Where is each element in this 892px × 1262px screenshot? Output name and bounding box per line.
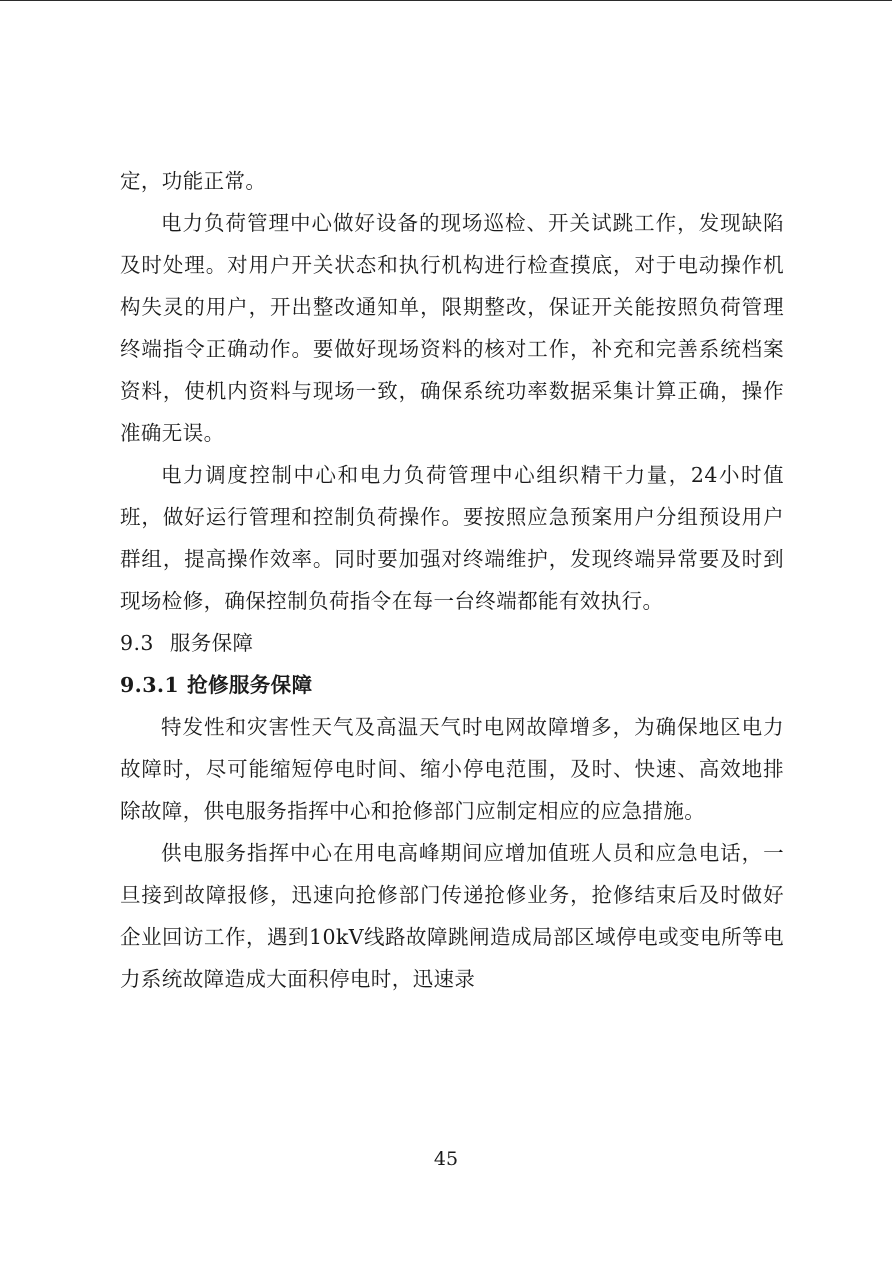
paragraph-service-command: 供电服务指挥中心在用电高峰期间应增加值班人员和应急电话，一旦接到故障报修，迅速向抢修部门传递抢修业务，抢修结束后及时做好企业回访工作，遇到10kV线路故障跳闸造成局部区域停电或变电所等电力系统故障造成大面积停电时，迅速录 [120, 841, 784, 991]
section-number: 9.3 [120, 631, 154, 655]
subsection-heading [120, 664, 784, 706]
page-number: 45 [433, 1148, 459, 1170]
subsection-title: 抢修服务保障 [187, 673, 313, 697]
subsection-number: 9.3.1 [120, 673, 180, 697]
section-heading [120, 622, 784, 664]
paragraph-load-management: 电力负荷管理中心做好设备的现场巡检、开关试跳工作，发现缺陷及时处理。对用户开关状态和执行机构进行检查摸底，对于电动操作机构失灵的用户，开出整改通知单，限期整改，保证开关能按照负荷管理终端指令正确动作。要做好现场资料的核对工作，补充和完善系统档案资料，使机内资料与现场一致，确保系统功率数据采集计算正确，操作准确无误。 [120, 211, 784, 445]
paragraph-emergency-repair: 特发性和灾害性天气及高温天气时电网故障增多，为确保地区电力故障时，尽可能缩短停电时间、缩小停电范围，及时、快速、高效地排除故障，供电服务指挥中心和抢修部门应制定相应的应急措施。 [120, 715, 784, 823]
section-title: 服务保障 [169, 631, 254, 655]
page-top-rule [0, 0, 892, 1]
page-body [120, 160, 784, 1000]
paragraph-continuation: 定，功能正常。 [120, 169, 267, 193]
paragraph-dispatch-control: 电力调度控制中心和电力负荷管理中心组织精干力量，24小时值班，做好运行管理和控制负荷操作。要按照应急预案用户分组预设用户群组，提高操作效率。同时要加强对终端维护，发现终端异常要及时到现场检修，确保控制负荷指令在每一台终端都能有效执行。 [120, 463, 784, 613]
